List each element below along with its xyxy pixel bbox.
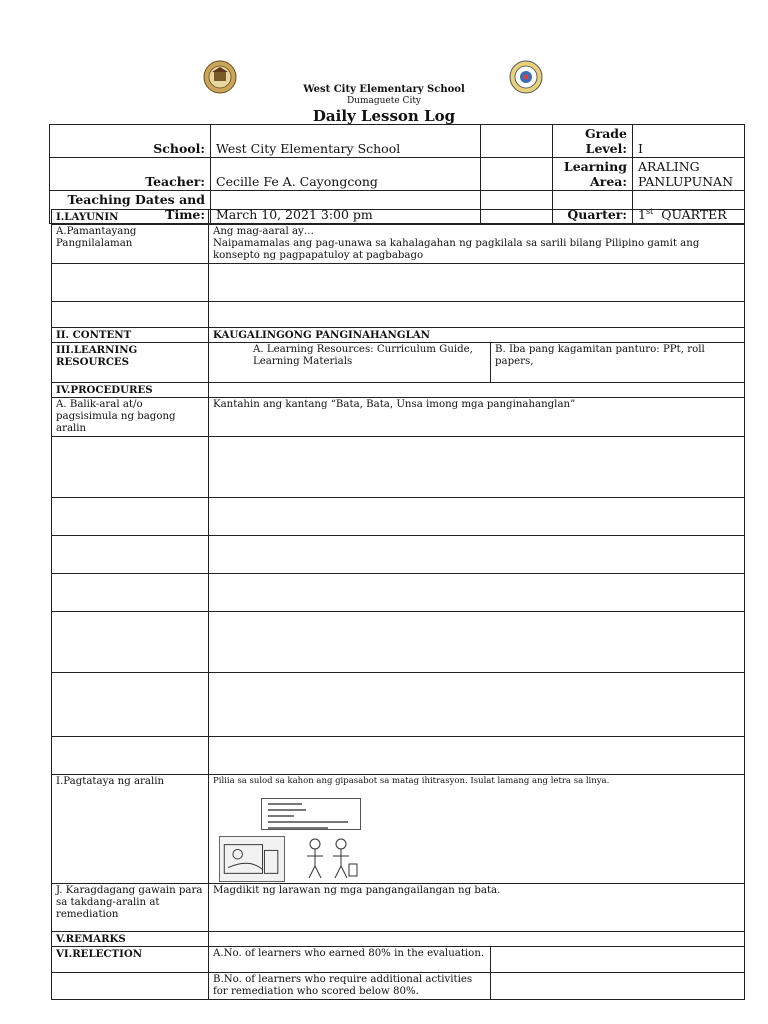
procedure-row [52,398,745,437]
procedure-content [209,498,745,536]
evaluation-instructions: Piliia sa sulod sa kahon ang gipasabot sa matag ihitrasyon. Isulat lamang ang letra sa linya. [213,776,610,787]
choice-line [268,821,348,823]
grade-level-label: Grade Level: [553,125,633,158]
blank-cell [52,973,209,1000]
procedure-label [52,574,209,612]
choice-line [268,815,294,817]
procedure-label [52,536,209,574]
objective-content: Ang mag-aaral ay… Naipamamalas ang pag-unawa sa kahalagahan ng pagkilala sa sarili bilang Pilipino gamit ang konsepto ng pagpapatuloy at pagbabago [209,225,745,264]
objective-row [52,225,745,264]
school-name: West City Elementary School [303,84,465,95]
teacher-value: Cecille Fe A. Cayongcong [211,158,481,191]
procedure-row [52,498,745,536]
blank-cell [491,947,745,973]
objective-label: A.Pamantayang Pangnilalaman [52,225,209,264]
procedure-label [52,673,209,737]
procedure-content: Kantahin ang kantang “Bata, Bata, Unsa imong mga panginahanglan” [209,398,745,437]
teaching-dates-value: March 10, 2021 3:00 pm [211,191,481,224]
choice-line [268,803,302,805]
layunin-heading: I.LAYUNIN [52,210,209,225]
teacher-label: Teacher: [50,158,211,191]
objective-content [209,264,745,302]
lesson-plan-body [52,210,745,1000]
procedure-row [52,673,745,737]
procedure-label: A. Balik-aral at/o pagsisimula ng bagong aralin [52,398,209,437]
reflection-a: A.No. of learners who earned 80% in the evaluation. [209,947,491,973]
teaching-dates-label-line2: Time: [165,207,205,222]
procedure-row [52,612,745,673]
blank-cell [209,383,745,398]
blank-cell [481,125,553,158]
evaluation-label: I.Pagtataya ng aralin [52,775,209,884]
grade-level-value: I [633,125,745,158]
procedure-content [209,737,745,775]
procedure-content [209,612,745,673]
quarter-label: Quarter: [553,191,633,224]
procedures-heading: IV.PROCEDURES [52,383,209,398]
evaluation-choice-box [261,798,361,830]
procedure-row [52,437,745,498]
blank-cell [209,932,745,947]
eval-illustration-children [295,834,361,882]
blank-cell [209,210,745,225]
choice-line [268,809,306,811]
learning-area-line1: ARALING [638,159,700,174]
blank-cell [481,158,553,191]
procedure-row [52,574,745,612]
procedure-label [52,437,209,498]
procedure-label [52,737,209,775]
resources-a-text: A. Learning Resources: Curriculum Guide, Learning Materials [253,344,473,368]
procedure-content [209,574,745,612]
quarter-text: QUARTER [653,207,727,222]
objective-content [209,302,745,328]
procedure-row [52,536,745,574]
procedure-label [52,498,209,536]
objective-label [52,264,209,302]
lesson-plan-table [51,206,745,1000]
content-value: KAUGALINGONG PANGINAHANGLAN [209,328,745,343]
remarks-heading: V.REMARKS [52,932,209,947]
objective-label [52,302,209,328]
procedure-label [52,612,209,673]
school-value: West City Elementary School [211,125,481,158]
reflection-b: B.No. of learners who require additional activities for remediation who scored below 80%. [209,973,491,1000]
quarter-suffix: st [645,206,654,216]
quarter-number: 1 [638,207,646,222]
eval-illustration-sleeping-child [219,836,285,882]
assignment-label: J. Karagdagang gawain para sa takdang-aralin at remediation [52,884,209,932]
evaluation-worksheet-image [219,792,366,882]
procedure-content [209,536,745,574]
resources-heading: III.LEARNING RESOURCES [52,343,209,383]
school-city: Dumaguete City [346,96,422,106]
learning-area-value [633,158,745,191]
learning-area-label: Learning Area: [553,158,633,191]
teaching-dates-label-line1: Teaching Dates and [67,192,205,207]
resources-a [209,343,491,383]
school-label: School: [50,125,211,158]
resources-b: B. Iba pang kagamitan panturo: PPt, roll papers, [491,343,745,383]
procedure-content [209,437,745,498]
reflection-heading: VI.RELECTION [52,947,209,973]
objective-row [52,264,745,302]
learning-area-line2: PANLUPUNAN [638,174,734,189]
objective-row [52,302,745,328]
assignment-content: Magdikit ng larawan ng mga pangangailangan ng bata. [209,884,745,932]
blank-cell [491,973,745,1000]
content-heading: II. CONTENT [52,328,209,343]
document-title: Daily Lesson Log [312,107,456,125]
procedure-row [52,737,745,775]
evaluation-content [209,775,745,884]
choice-line [268,827,328,829]
procedure-content [209,673,745,737]
